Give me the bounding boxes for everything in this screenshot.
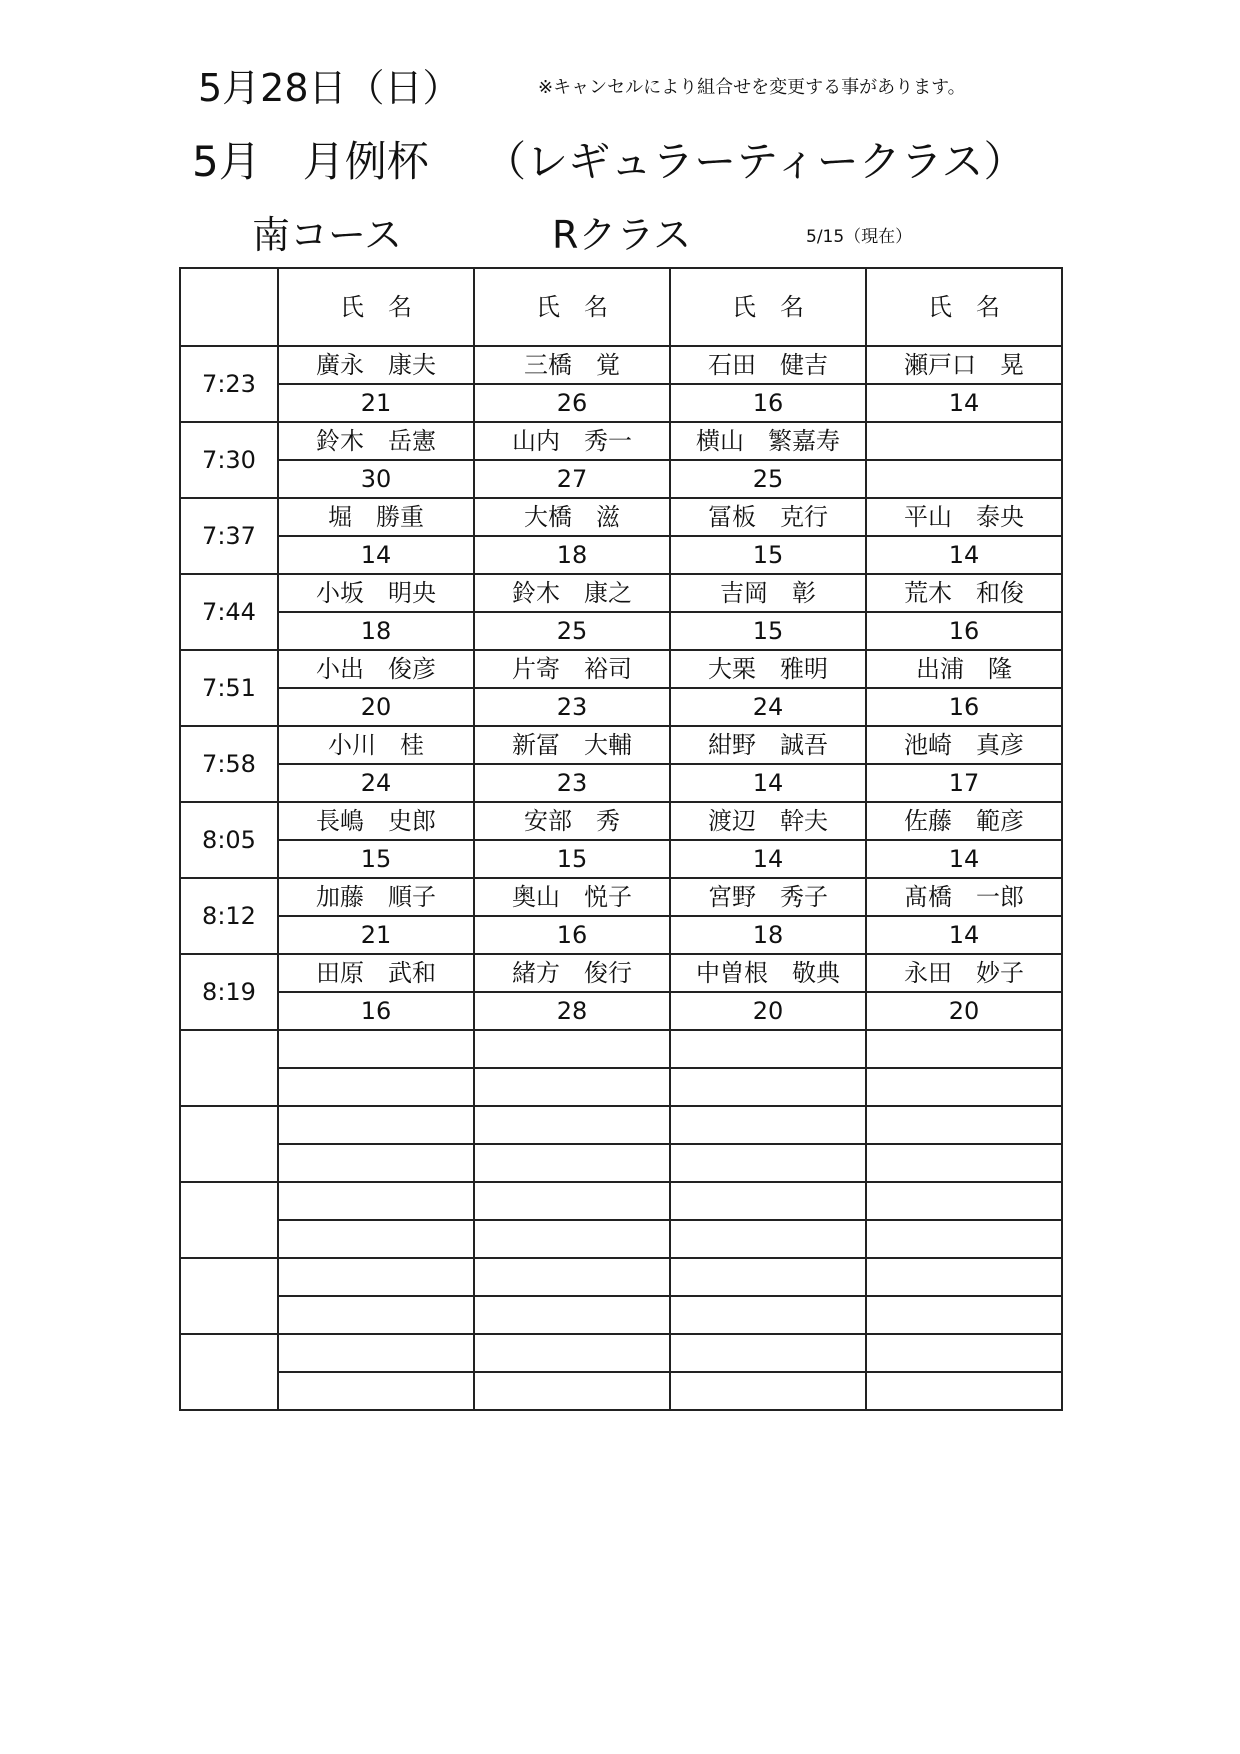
table-row [180,688,1062,726]
handicap-cell: 28 [474,992,670,1030]
handicap-cell [670,1220,866,1258]
handicap-cell: 14 [866,384,1062,422]
table-row [180,916,1062,954]
player-name-cell [670,1106,866,1144]
table-row [180,802,1062,840]
handicap-cell [670,1296,866,1334]
handicap-cell [866,1296,1062,1334]
handicap-cell: 21 [278,384,474,422]
player-name-cell: 加藤 順子 [278,878,474,916]
player-name-cell: 池崎 真彦 [866,726,1062,764]
player-name-cell [474,1258,670,1296]
player-name-cell: 奥山 悦子 [474,878,670,916]
handicap-cell: 14 [670,764,866,802]
player-name-cell [866,1334,1062,1372]
player-name-cell: 出浦 隆 [866,650,1062,688]
player-name-cell: 吉岡 彰 [670,574,866,612]
handicap-cell: 18 [278,612,474,650]
as-of-date: 5/15（現在） [806,227,913,247]
table-row [180,574,1062,612]
header-cell-name: 氏 名 [670,268,866,346]
handicap-cell [278,1068,474,1106]
player-name-cell: 中曽根 敬典 [670,954,866,992]
table-row [180,650,1062,688]
handicap-cell: 20 [670,992,866,1030]
cancellation-note: ※キャンセルにより組合せを変更する事があります。 [538,77,966,98]
player-name-cell [866,1106,1062,1144]
handicap-cell [866,460,1062,498]
table-row [180,1220,1062,1258]
handicap-cell: 15 [670,612,866,650]
handicap-cell: 17 [866,764,1062,802]
table-row [180,992,1062,1030]
player-name-cell [670,1182,866,1220]
player-name-cell: 鈴木 岳憲 [278,422,474,460]
player-name-cell: 廣永 康夫 [278,346,474,384]
player-name-cell [278,1106,474,1144]
tee-time-cell: 7:30 [180,422,278,498]
player-name-cell: 鈴木 康之 [474,574,670,612]
player-name-cell: 長嶋 史郎 [278,802,474,840]
handicap-cell: 14 [866,916,1062,954]
tee-time-cell: 8:19 [180,954,278,1030]
table-row [180,726,1062,764]
player-name-cell: 片寄 裕司 [474,650,670,688]
player-name-cell: 平山 泰央 [866,498,1062,536]
table-row [180,1372,1062,1410]
handicap-cell [474,1220,670,1258]
page-title: 5月 月例杯 （レギュラーティークラス） [192,137,1026,186]
player-name-cell [278,1258,474,1296]
handicap-cell [474,1068,670,1106]
handicap-cell: 20 [278,688,474,726]
handicap-cell [474,1372,670,1410]
player-name-cell: 石田 健吉 [670,346,866,384]
handicap-cell: 23 [474,688,670,726]
player-name-cell [278,1182,474,1220]
tee-time-cell [180,1182,278,1258]
handicap-cell: 27 [474,460,670,498]
table-row [180,612,1062,650]
table-row [180,422,1062,460]
table-row [180,1068,1062,1106]
player-name-cell [278,1030,474,1068]
handicap-cell: 23 [474,764,670,802]
table-row [180,384,1062,422]
tee-time-cell: 7:51 [180,650,278,726]
handicap-cell: 16 [474,916,670,954]
header-cell-name: 氏 名 [474,268,670,346]
tee-time-cell: 7:58 [180,726,278,802]
header-cell-time [180,268,278,346]
handicap-cell: 30 [278,460,474,498]
event-date: 5月28日（日） [198,66,461,110]
handicap-cell: 25 [670,460,866,498]
table-header-row [180,268,1062,346]
player-name-cell: 紺野 誠吾 [670,726,866,764]
handicap-cell: 16 [278,992,474,1030]
handicap-cell: 14 [278,536,474,574]
table-row [180,764,1062,802]
player-name-cell [670,1334,866,1372]
player-name-cell [474,1182,670,1220]
tee-time-table [179,267,1063,1411]
handicap-cell [670,1068,866,1106]
handicap-cell: 16 [866,688,1062,726]
handicap-cell [474,1144,670,1182]
handicap-cell [278,1296,474,1334]
table-row [180,1106,1062,1144]
player-name-cell: 髙橋 一郎 [866,878,1062,916]
player-name-cell: 大橋 滋 [474,498,670,536]
player-name-cell: 堀 勝重 [278,498,474,536]
handicap-cell [866,1144,1062,1182]
handicap-cell: 14 [866,536,1062,574]
tee-time-cell: 8:05 [180,802,278,878]
player-name-cell: 宮野 秀子 [670,878,866,916]
player-name-cell: 横山 繁嘉寿 [670,422,866,460]
handicap-cell [866,1372,1062,1410]
table-row [180,498,1062,536]
table-row [180,1334,1062,1372]
handicap-cell: 15 [474,840,670,878]
player-name-cell: 永田 妙子 [866,954,1062,992]
player-name-cell [866,422,1062,460]
player-name-cell: 山内 秀一 [474,422,670,460]
handicap-cell: 24 [670,688,866,726]
player-name-cell [866,1030,1062,1068]
handicap-cell: 15 [278,840,474,878]
handicap-cell: 26 [474,384,670,422]
player-name-cell: 荒木 和俊 [866,574,1062,612]
player-name-cell: 安部 秀 [474,802,670,840]
player-name-cell [670,1030,866,1068]
handicap-cell [670,1144,866,1182]
table-row [180,1030,1062,1068]
player-name-cell: 緒方 俊行 [474,954,670,992]
table-row [180,1258,1062,1296]
tee-time-cell: 7:44 [180,574,278,650]
table-row [180,536,1062,574]
table-row [180,460,1062,498]
player-name-cell: 小坂 明央 [278,574,474,612]
tee-time-cell [180,1258,278,1334]
player-name-cell: 田原 武和 [278,954,474,992]
table-row [180,1296,1062,1334]
table-row [180,840,1062,878]
player-name-cell [866,1182,1062,1220]
handicap-cell: 18 [670,916,866,954]
player-name-cell: 三橋 覚 [474,346,670,384]
handicap-cell [474,1296,670,1334]
player-name-cell [474,1106,670,1144]
player-name-cell [474,1030,670,1068]
player-name-cell: 瀬戸口 晃 [866,346,1062,384]
handicap-cell: 20 [866,992,1062,1030]
player-name-cell: 小川 桂 [278,726,474,764]
handicap-cell: 21 [278,916,474,954]
handicap-cell [278,1220,474,1258]
player-name-cell [866,1258,1062,1296]
handicap-cell [278,1372,474,1410]
handicap-cell: 16 [866,612,1062,650]
player-name-cell: 冨板 克行 [670,498,866,536]
tee-time-cell [180,1030,278,1106]
player-name-cell: 渡辺 幹夫 [670,802,866,840]
handicap-cell [866,1220,1062,1258]
handicap-cell: 14 [866,840,1062,878]
table-row [180,346,1062,384]
player-name-cell: 新冨 大輔 [474,726,670,764]
tee-time-cell: 8:12 [180,878,278,954]
handicap-cell: 25 [474,612,670,650]
tee-time-cell: 7:23 [180,346,278,422]
handicap-cell: 15 [670,536,866,574]
class-name: Rクラス [552,213,692,257]
table-row [180,1144,1062,1182]
player-name-cell [670,1258,866,1296]
handicap-cell [670,1372,866,1410]
player-name-cell: 大栗 雅明 [670,650,866,688]
course-name: 南コース [252,213,403,257]
header-cell-name: 氏 名 [866,268,1062,346]
player-name-cell: 小出 俊彦 [278,650,474,688]
table-row [180,954,1062,992]
header-cell-name: 氏 名 [278,268,474,346]
tee-time-cell [180,1334,278,1410]
player-name-cell [474,1334,670,1372]
table-row [180,1182,1062,1220]
handicap-cell: 18 [474,536,670,574]
tee-time-cell [180,1106,278,1182]
table-row [180,878,1062,916]
handicap-cell: 16 [670,384,866,422]
player-name-cell: 佐藤 範彦 [866,802,1062,840]
player-name-cell [278,1334,474,1372]
handicap-cell [278,1144,474,1182]
handicap-cell [866,1068,1062,1106]
tee-time-cell: 7:37 [180,498,278,574]
handicap-cell: 14 [670,840,866,878]
handicap-cell: 24 [278,764,474,802]
